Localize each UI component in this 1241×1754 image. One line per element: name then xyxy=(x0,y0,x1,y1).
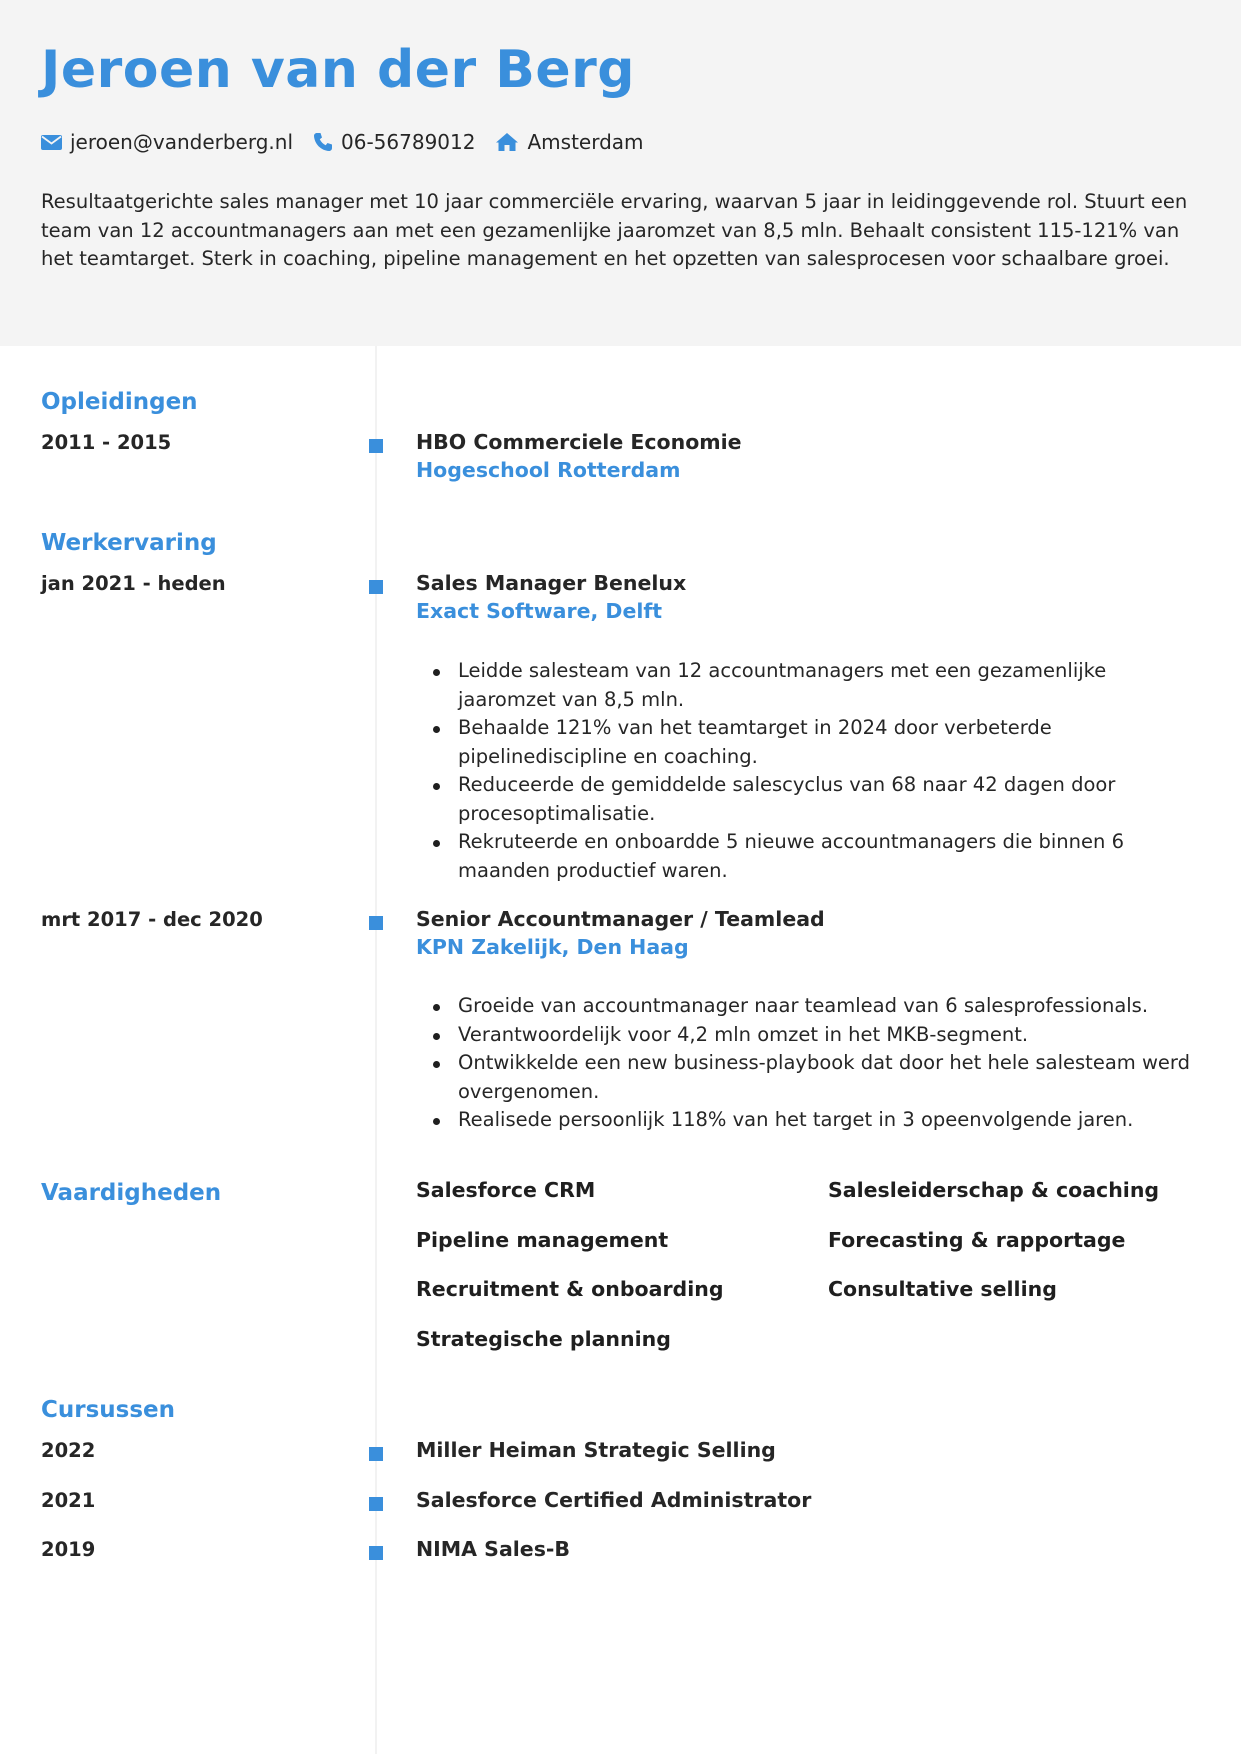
profile-summary: Resultaatgerichte sales manager met 10 jaar commerciële ervaring, waarvan 5 jaar in leidinggevende rol. Stuurt een team van 12 accountmanagers aan met een gezamenlijke jaaromzet van 8,5 mln. Behaalt consistent 115-121% van het teamtarget. Sterk in coaching, pipeline management en het opzetten van salesprocesen voor schaalbare groei. xyxy=(41,190,1188,270)
section-title-experience: Werkervaring xyxy=(41,530,217,556)
job-date: jan 2021 - heden xyxy=(41,572,226,595)
job-title: Sales Manager Benelux xyxy=(416,571,687,595)
skill-item: Forecasting & rapportage xyxy=(828,1228,1126,1252)
timeline-marker xyxy=(369,1546,383,1560)
header xyxy=(0,0,1241,346)
timeline-marker xyxy=(369,1447,383,1461)
candidate-name: Jeroen van der Berg xyxy=(41,40,635,100)
section-title-courses: Cursussen xyxy=(41,1397,176,1423)
course-date: 2019 xyxy=(41,1538,96,1561)
list-item: Groeide van accountmanager naar teamlead van 6 salesprofessionals. xyxy=(416,992,1206,1021)
course-date: 2021 xyxy=(41,1489,96,1512)
skill-item: Consultative selling xyxy=(828,1277,1057,1301)
envelope-icon xyxy=(41,134,62,150)
skill-item: Recruitment & onboarding xyxy=(416,1277,724,1301)
skill-item: Salesforce CRM xyxy=(416,1178,596,1202)
email-text: jeroen@vanderberg.nl xyxy=(70,130,294,154)
timeline-marker xyxy=(369,439,383,453)
course-title: Salesforce Certified Administrator xyxy=(416,1488,812,1512)
skill-item: Pipeline management xyxy=(416,1228,669,1252)
timeline-divider xyxy=(375,346,377,1754)
contact-phone[interactable] xyxy=(313,130,475,154)
section-title-skills: Vaardigheden xyxy=(41,1180,222,1206)
skill-item: Strategische planning xyxy=(416,1327,671,1351)
list-item: Realisede persoonlijk 118% van het target in 3 opeenvolgende jaren. xyxy=(416,1106,1206,1135)
job-company: Exact Software, Delft xyxy=(416,599,663,623)
job-achievements xyxy=(416,992,1206,1135)
list-item: Leidde salesteam van 12 accountmanagers met een gezamenlijke jaaromzet van 8,5 mln. xyxy=(416,657,1206,714)
list-item: Rekruteerde en onboardde 5 nieuwe accountmanagers die binnen 6 maanden productief waren. xyxy=(416,828,1206,885)
list-item: Behaalde 121% van het teamtarget in 2024 door verbeterde pipelinediscipline en coaching. xyxy=(416,714,1206,771)
skill-item: Salesleiderschap & coaching xyxy=(828,1178,1160,1202)
phone-text: 06-56789012 xyxy=(341,130,476,154)
course-date: 2022 xyxy=(41,1439,96,1462)
list-item: Verantwoordelijk voor 4,2 mln omzet in het MKB-segment. xyxy=(416,1021,1206,1050)
list-item: Ontwikkelde een new business-playbook dat door het hele salesteam werd overgenomen. xyxy=(416,1049,1206,1106)
timeline-marker xyxy=(369,916,383,930)
course-title: NIMA Sales-B xyxy=(416,1537,571,1561)
job-achievements xyxy=(416,657,1206,885)
job-company: KPN Zakelijk, Den Haag xyxy=(416,935,689,959)
education-school: Hogeschool Rotterdam xyxy=(416,458,681,482)
contact-info xyxy=(41,128,664,156)
home-icon xyxy=(495,132,519,152)
phone-icon xyxy=(313,132,333,152)
contact-location xyxy=(495,130,643,154)
course-title: Miller Heiman Strategic Selling xyxy=(416,1438,776,1462)
job-date: mrt 2017 - dec 2020 xyxy=(41,908,263,931)
job-title: Senior Accountmanager / Teamlead xyxy=(416,907,825,931)
list-item: Reduceerde de gemiddelde salescyclus van 68 naar 42 dagen door procesoptimalisatie. xyxy=(416,771,1206,828)
education-degree: HBO Commerciele Economie xyxy=(416,430,742,454)
education-date: 2011 - 2015 xyxy=(41,431,172,454)
section-title-education: Opleidingen xyxy=(41,389,198,415)
timeline-marker xyxy=(369,580,383,594)
contact-email[interactable] xyxy=(41,130,293,154)
location-text: Amsterdam xyxy=(527,130,644,154)
timeline-marker xyxy=(369,1497,383,1511)
